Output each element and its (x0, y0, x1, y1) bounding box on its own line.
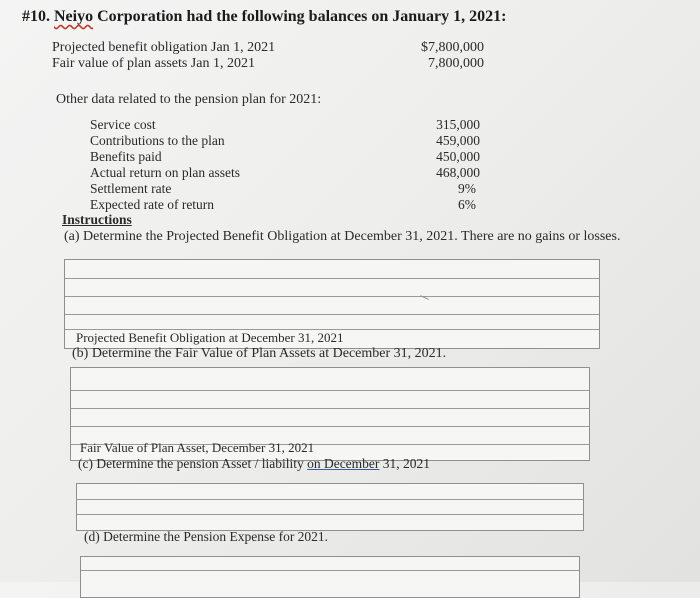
balance-value-fv: 7,800,000 (428, 56, 484, 71)
balance-label-fv: Fair value of plan assets Jan 1, 2021 (52, 56, 255, 71)
answer-row[interactable] (77, 499, 583, 515)
instruction-a: (a) Determine the Projected Benefit Obligation at December 31, 2021. There are no gains or losses. (64, 229, 621, 244)
item-value-expected-return: 6% (458, 197, 476, 212)
item-value-settlement-rate: 9% (458, 181, 476, 196)
instruction-c-suffix: 31, 2021 (382, 456, 431, 471)
answer-row[interactable] (65, 260, 599, 279)
instruction-c-link: on December (307, 456, 380, 471)
answer-row[interactable] (77, 484, 583, 500)
problem-title (22, 8, 506, 26)
item-value-benefits-paid: 450,000 (436, 149, 480, 164)
item-label-actual-return: Actual return on plan assets (90, 165, 240, 180)
item-value-contributions: 459,000 (436, 133, 480, 148)
answer-row[interactable] (81, 557, 579, 571)
item-label-service-cost: Service cost (90, 117, 156, 132)
answer-table-c (76, 483, 584, 531)
balance-label-pbo: Projected benefit obligation Jan 1, 2021 (52, 40, 276, 55)
instruction-b: (b) Determine the Fair Value of Plan Assets at December 31, 2021. (72, 346, 447, 361)
problem-title-rest: Corporation had the following balances on January 1, 2021: (97, 8, 507, 25)
balance-value-pbo: $7,800,000 (421, 40, 484, 55)
item-label-expected-return: Expected rate of return (90, 197, 215, 212)
answer-row[interactable] (71, 408, 589, 427)
answer-row[interactable] (71, 390, 589, 409)
total-label-a: Projected Benefit Obligation at December 31, 2021 (76, 330, 344, 345)
instruction-d: (d) Determine the Pension Expense for 2021. (84, 529, 329, 544)
item-value-service-cost: 315,000 (436, 117, 480, 132)
item-label-benefits-paid: Benefits paid (90, 149, 162, 164)
instruction-c (78, 456, 430, 472)
answer-row[interactable] (71, 368, 589, 391)
instructions-heading: Instructions (62, 212, 132, 227)
answer-row[interactable] (65, 278, 599, 297)
other-data-heading: Other data related to the pension plan for 2021: (56, 92, 322, 107)
company-name: Neiyo (54, 8, 94, 25)
item-label-settlement-rate: Settlement rate (90, 181, 172, 196)
answer-row[interactable] (65, 314, 599, 330)
item-label-contributions: Contributions to the plan (90, 133, 225, 148)
instruction-c-prefix: (c) Determine the pension Asset / liability (78, 456, 304, 471)
problem-number: #10. (22, 8, 50, 25)
answer-table-d (80, 556, 580, 598)
total-label-b: Fair Value of Plan Asset, December 31, 2021 (80, 440, 315, 455)
answer-row[interactable] (65, 296, 599, 315)
item-value-actual-return: 468,000 (436, 165, 480, 180)
